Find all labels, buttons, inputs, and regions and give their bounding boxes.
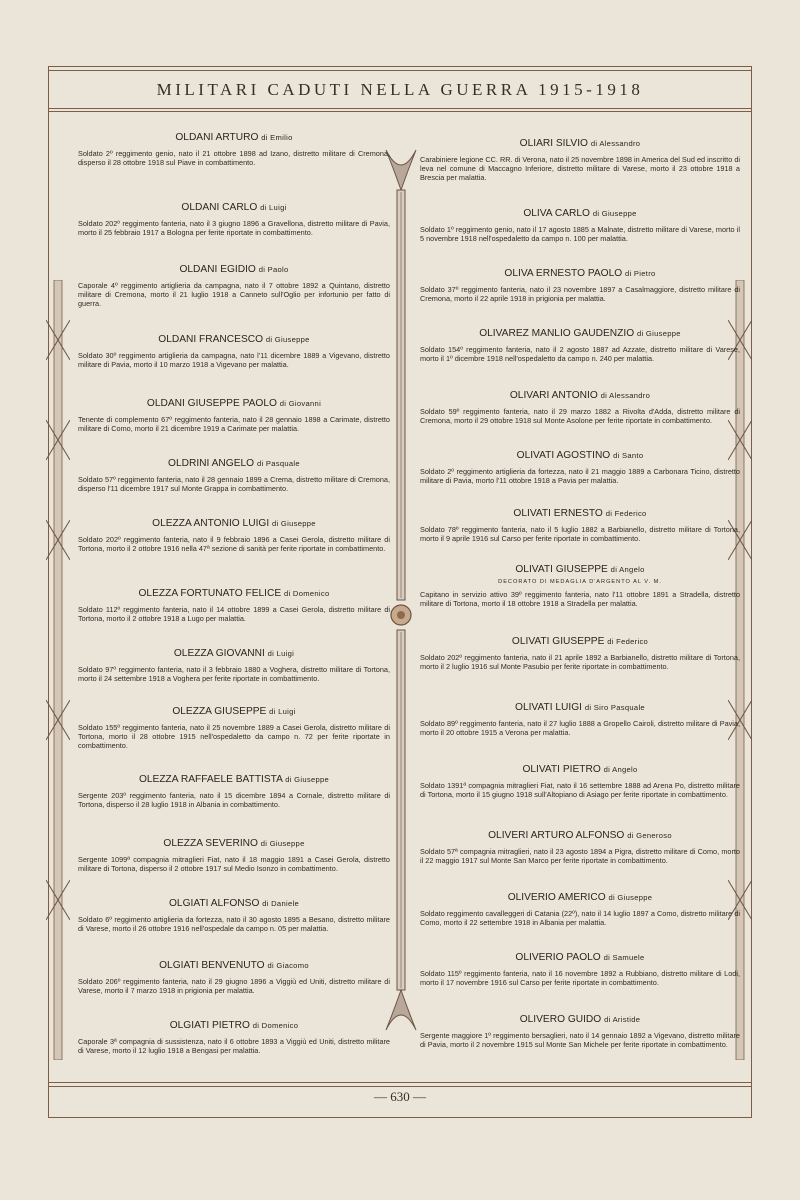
entry-patronymic: di Samuele xyxy=(603,953,645,962)
entry-patronymic: di Giuseppe xyxy=(592,209,637,218)
entry-name: OLDANI ARTURO xyxy=(175,132,259,143)
entry-bio: Capitano in servizio attivo 39º reggimento fanteria, nato l'11 ottobre 1891 a Stradella, distretto militare di Tortona, morto il 18 ottobre 1918 a Stradella per malattia. xyxy=(420,590,740,608)
entry-patronymic: di Generoso xyxy=(627,831,672,840)
entry xyxy=(78,648,390,683)
entry-patronymic: di Paolo xyxy=(258,265,289,274)
entry xyxy=(78,588,390,623)
left-side-ornament xyxy=(46,280,70,1060)
entry-bio: Soldato 6º reggimento artiglieria da fortezza, nato il 30 agosto 1895 a Besano, distretto militare di Varese, morto il 26 ottobre 1916 nell'ospedale da campo n. 05 per malattia. xyxy=(78,915,390,933)
entry xyxy=(78,518,390,553)
entry-patronymic: di Alessandro xyxy=(590,139,641,148)
entry-name: OLEZZA GIUSEPPE xyxy=(172,706,267,717)
entry xyxy=(420,390,740,425)
entry-name: OLGIATI BENVENUTO xyxy=(159,960,265,971)
footer-rule xyxy=(48,1082,752,1083)
entry-bio: Soldato 2º reggimento genio, nato il 21 ottobre 1898 ad Izano, distretto militare di Cremona, disperso il 28 ottobre 1918 sul Piave in combattimento. xyxy=(78,149,390,167)
entry-name: OLIVATI GIUSEPPE xyxy=(511,636,605,647)
entry-bio: Sergente maggiore 1º reggimento bersaglieri, nato il 14 gennaio 1892 a Vigevano, distretto militare di Pavia, morto il 2 novembre 1915 sul Monte San Michele per ferite riportate in combattimento. xyxy=(420,1031,740,1049)
entry-name: OLIVERO GUIDO xyxy=(519,1014,602,1025)
entry-name: OLIVATI PIETRO xyxy=(522,764,601,775)
entry-bio: Soldato 155º reggimento fanteria, nato il 25 novembre 1889 a Casei Gerola, distretto militare di Tortona, morto il 28 ottobre 1915 nell'ospedaletto da campo n. 72 per ferite riportate in combattimento. xyxy=(78,723,390,750)
entry-name: OLIVATI LUIGI xyxy=(515,702,583,713)
entry-name: OLIVA CARLO xyxy=(523,208,590,219)
entry-patronymic: di Daniele xyxy=(262,899,299,908)
entry-name: OLDANI CARLO xyxy=(181,202,258,213)
entry xyxy=(78,1020,390,1055)
entry-name: OLIVATI AGOSTINO xyxy=(516,450,611,461)
entry xyxy=(420,1014,740,1049)
entry xyxy=(420,450,740,485)
entry-bio: Sergente 1099ª compagnia mitraglieri Fiat, nato il 18 maggio 1891 a Casei Gerola, distretto militare di Tortona, disperso il 2 ottobre 1917 sul Medio Isonzo in combattimento. xyxy=(78,855,390,873)
entry-name: OLDANI EGIDIO xyxy=(179,264,256,275)
entry-patronymic: di Giuseppe xyxy=(608,893,653,902)
entry-name: OLEZZA RAFFAELE BATTISTA xyxy=(138,774,283,785)
entry-patronymic: di Siro Pasquale xyxy=(584,703,645,712)
entry xyxy=(420,952,740,987)
entry-bio: Tenente di complemento 67º reggimento fanteria, nato il 28 gennaio 1898 a Carimate, distretto militare di Como, morto il 21 dicembre 1919 a Carimate per malattia. xyxy=(78,415,390,433)
entry xyxy=(78,774,390,809)
entry-patronymic: di Pietro xyxy=(625,269,656,278)
entry-patronymic: di Domenico xyxy=(252,1021,299,1030)
entry-bio: Soldato 1391ª compagnia mitraglieri Fiat, nato il 16 settembre 1888 ad Arena Po, distretto militare di Tortona, morto il 15 giugno 1918 sull'Altopiano di Asiago per ferite riportate in combattimento. xyxy=(420,781,740,799)
entry-name: OLIVERIO PAOLO xyxy=(515,952,601,963)
entry-bio: Soldato reggimento cavalleggeri di Catania (22º), nato il 14 luglio 1897 a Como, distretto militare di Como, morto il 22 settembre 1918 in Albania per malattia. xyxy=(420,909,740,927)
page-title: MILITARI CADUTI NELLA GUERRA 1915-1918 xyxy=(156,80,644,99)
entry-patronymic: di Luigi xyxy=(260,203,287,212)
entry xyxy=(420,636,740,671)
entry-patronymic: di Luigi xyxy=(267,649,295,658)
entry-patronymic: di Alessandro xyxy=(600,391,651,400)
entry-patronymic: di Giovanni xyxy=(279,399,322,408)
entry xyxy=(78,202,390,237)
entry xyxy=(78,264,390,308)
entry-bio: Soldato 57ª compagnia mitraglieri, nato il 23 agosto 1894 a Pigra, distretto militare di Como, morto il 22 maggio 1917 sul Monte San Marco per ferite riportate in combattimento. xyxy=(420,847,740,865)
entry xyxy=(420,764,740,799)
entry xyxy=(78,960,390,995)
entry xyxy=(420,328,740,363)
entry-patronymic: di Federico xyxy=(605,509,647,518)
entry-bio: Soldato 112º reggimento fanteria, nato il 14 ottobre 1899 a Casei Gerola, distretto militare di Tortona, morto il 2 ottobre 1918 a Lugo per malattia. xyxy=(78,605,390,623)
entry xyxy=(78,838,390,873)
entry-name: OLIVERI ARTURO ALFONSO xyxy=(488,830,625,841)
entry-patronymic: di Luigi xyxy=(269,707,296,716)
entry-bio: Soldato 78º reggimento fanteria, nato il 5 luglio 1882 a Barbianello, distretto militare di Tortona, morto il 9 aprile 1916 sul Carso per ferite riportate in combattimento. xyxy=(420,525,740,543)
entry-bio: Soldato 59º reggimento fanteria, nato il 29 marzo 1882 a Rivolta d'Adda, distretto militare di Cremona, morto il 29 ottobre 1918 sul Monte Asolone per ferite riportate in combattimento. xyxy=(420,407,740,425)
entry xyxy=(420,892,740,927)
entry-name: OLGIATI ALFONSO xyxy=(168,898,260,909)
entry-patronymic: di Santo xyxy=(613,451,644,460)
entry-bio: Soldato 2º reggimento artiglieria da fortezza, nato il 21 maggio 1889 a Carbonara Ticino, distretto militare di Pavia, morto l'11 ottobre 1918 a Pavia per malattia. xyxy=(420,467,740,485)
entry-name: OLDANI GIUSEPPE PAOLO xyxy=(146,398,277,409)
entry-bio: Carabiniere legione CC. RR. di Verona, nato il 25 novembre 1898 in America del Sud ed inscritto di leva nel comune di Maccagno Inferiore, distretto militare di Varese, morto il 23 ottobre 1918 a Brescia per malattia. xyxy=(420,155,740,182)
entry xyxy=(420,208,740,243)
entry xyxy=(78,398,390,433)
entry xyxy=(420,138,740,182)
entry-patronymic: di Giuseppe xyxy=(636,329,681,338)
entry-bio: Soldato 154º reggimento fanteria, nato il 2 agosto 1887 ad Azzate, distretto militare di Varese, morto il 1º dicembre 1918 nell'ospedaletto da campo n. 240 per malattia. xyxy=(420,345,740,363)
entry-bio: Sergente 203º reggimento fanteria, nato il 15 dicembre 1894 a Cornale, distretto militare di Tortona, disperso il 28 luglio 1918 in Albania in combattimento. xyxy=(78,791,390,809)
entry-bio: Soldato 202º reggimento fanteria, nato il 9 febbraio 1896 a Casei Gerola, distretto militare di Tortona, morto il 2 ottobre 1916 nella 47ª sezione di sanità per ferite riportate in combattimento. xyxy=(78,535,390,553)
entry-bio: Soldato 57º reggimento fanteria, nato il 28 gennaio 1899 a Crema, distretto militare di Cremona, disperso l'11 dicembre 1917 sul Monte Grappa in combattimento. xyxy=(78,475,390,493)
entry-name: OLIVATI GIUSEPPE xyxy=(515,564,608,575)
entry-bio: Soldato 37º reggimento fanteria, nato il 23 novembre 1897 a Casalmaggiore, distretto militare di Cremona, morto il 22 aprile 1918 in prigionia per malattia. xyxy=(420,285,740,303)
footer-rule xyxy=(48,1086,752,1087)
entry-name: OLEZZA FORTUNATO FELICE xyxy=(138,588,282,599)
entry-patronymic: di Giuseppe xyxy=(265,335,310,344)
entry-name: OLEZZA SEVERINO xyxy=(163,838,258,849)
header-rule xyxy=(48,111,752,112)
entry xyxy=(78,706,390,750)
entry xyxy=(420,508,740,543)
entry xyxy=(420,268,740,303)
entry-bio: Caporale 3ª compagnia di sussistenza, nato il 6 ottobre 1893 a Viggiù ed Uniti, distretto militare di Varese, morto il 12 luglio 1918 a Bengasi per malattia. xyxy=(78,1037,390,1055)
entry-name: OLDRINI ANGELO xyxy=(168,458,255,469)
entry xyxy=(420,564,740,608)
entry xyxy=(420,830,740,865)
entry-bio: Caporale 4º reggimento artiglieria da campagna, nato il 7 ottobre 1892 a Quintano, distretto militare di Cremona, morto il 21 luglio 1918 a Canneto sull'Oglio per infortunio per fatto di guerra. xyxy=(78,281,390,308)
entry-name: OLIVARI ANTONIO xyxy=(509,390,598,401)
entry xyxy=(78,132,390,167)
entry-name: OLDANI FRANCESCO xyxy=(158,334,264,345)
entry-name: OLEZZA GIOVANNI xyxy=(173,648,265,659)
decoration-note: DECORATO DI MEDAGLIA D'ARGENTO AL V. M. xyxy=(498,579,662,585)
entry-patronymic: di Angelo xyxy=(610,565,645,574)
entry-patronymic: di Giuseppe xyxy=(272,519,316,528)
entry-patronymic: di Giacomo xyxy=(267,961,309,970)
entry-bio: Soldato 206º reggimento fanteria, nato il 29 giugno 1896 a Viggiù ed Uniti, distretto militare di Varese, morto il 7 marzo 1918 in prigionia per malattia. xyxy=(78,977,390,995)
entry-bio: Soldato 202º reggimento fanteria, nato il 3 giugno 1896 a Gravellona, distretto militare di Pavia, morto il 25 febbraio 1917 a Bologna per ferite riportate in combattimento. xyxy=(78,219,390,237)
entry-name: OLIVERIO AMERICO xyxy=(507,892,606,903)
entry-bio: Soldato 30º reggimento artiglieria da campagna, nato l'11 dicembre 1889 a Vigevano, distretto militare di Pavia, morto il 10 marzo 1918 a Vigevano per malattia. xyxy=(78,351,390,369)
entry xyxy=(78,898,390,933)
entry-bio: Soldato 97º reggimento fanteria, nato il 3 febbraio 1880 a Voghera, distretto militare di Tortona, morto il 24 settembre 1918 a Voghera per ferite riportate in combattimento. xyxy=(78,665,390,683)
entry-name: OLIVATI ERNESTO xyxy=(513,508,603,519)
entry-patronymic: di Federico xyxy=(607,637,649,646)
entry xyxy=(78,334,390,369)
entry-bio: Soldato 1º reggimento genio, nato il 17 agosto 1885 a Malnate, distretto militare di Varese, morto il 5 novembre 1918 nell'ospedaletto da campo n. 100 per malattia. xyxy=(420,225,740,243)
entry-bio: Soldato 115º reggimento fanteria, nato il 16 novembre 1892 a Rubbiano, distretto militare di Lodi, morto il 17 novembre 1916 sul Carso per ferite riportate in combattimento. xyxy=(420,969,740,987)
entry-name: OLGIATI PIETRO xyxy=(169,1020,250,1031)
entry xyxy=(420,702,740,737)
entry-patronymic: di Pasquale xyxy=(256,459,300,468)
entry-name: OLEZZA ANTONIO LUIGI xyxy=(152,518,270,529)
entry-patronymic: di Giuseppe xyxy=(260,839,305,848)
entry-name: OLIVAREZ MANLIO GAUDENZIO xyxy=(479,328,635,339)
entry-patronymic: di Emilio xyxy=(261,133,293,142)
header-rule xyxy=(48,70,752,71)
entry-name: OLIVA ERNESTO PAOLO xyxy=(504,268,623,279)
entry-patronymic: di Domenico xyxy=(283,589,330,598)
page-number: — 630 — xyxy=(374,1089,426,1104)
entry-name: OLIARI SILVIO xyxy=(519,138,588,149)
entry-bio: Soldato 89º reggimento fanteria, nato il 27 luglio 1888 a Gropello Cairoli, distretto militare di Pavia, morto il 20 ottobre 1915 a Verona per malattia. xyxy=(420,719,740,737)
entry-bio: Soldato 202º reggimento fanteria, nato il 21 aprile 1892 a Barbianello, distretto militare di Tortona, morto il 2 luglio 1916 sul Monte Pasubio per ferite riportate in combattimento. xyxy=(420,653,740,671)
entry xyxy=(78,458,390,493)
entry-patronymic: di Giuseppe xyxy=(285,775,330,784)
header-rule xyxy=(48,108,752,109)
entry-patronymic: di Angelo xyxy=(603,765,638,774)
entry-patronymic: di Aristide xyxy=(604,1015,641,1024)
